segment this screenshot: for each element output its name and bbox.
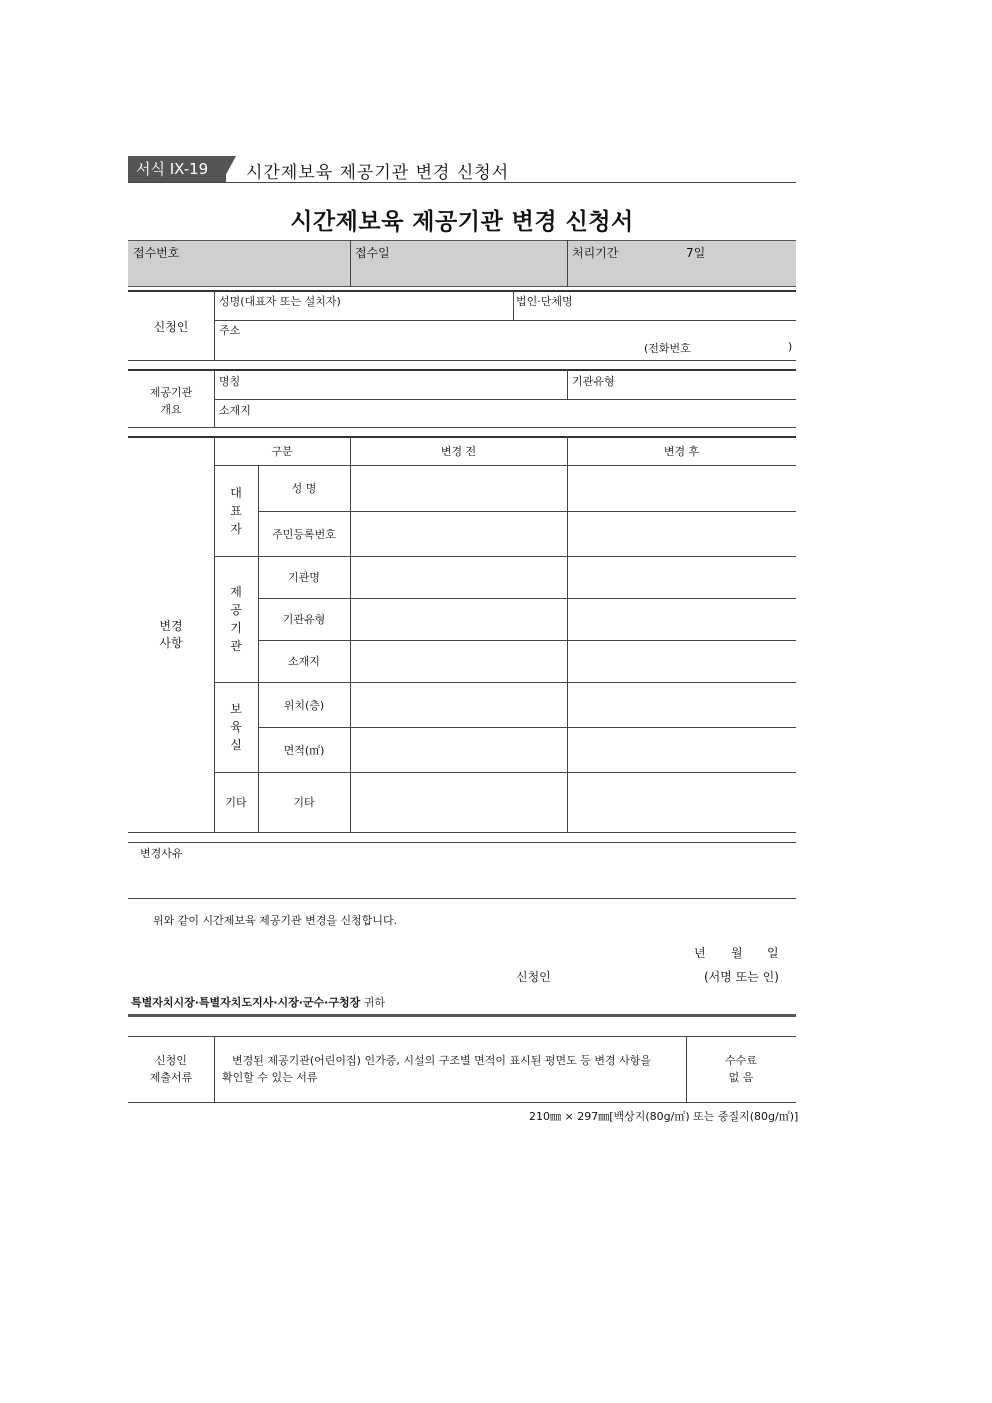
applicant-name-label: 성명(대표자 또는 설치자) bbox=[219, 295, 341, 308]
date-month: 월 bbox=[731, 946, 743, 960]
section-border bbox=[128, 369, 796, 371]
phone-close: ) bbox=[788, 340, 793, 353]
section-border bbox=[128, 832, 796, 833]
group-label-other bbox=[214, 772, 258, 832]
col-header-after: 변경 후 bbox=[663, 445, 700, 458]
section-border bbox=[128, 1102, 796, 1103]
date-day: 일 bbox=[767, 946, 779, 960]
cell-divider bbox=[513, 290, 514, 320]
section-border bbox=[128, 898, 796, 899]
receipt-date-label: 접수일 bbox=[355, 246, 390, 260]
fee-cell bbox=[686, 1052, 796, 1086]
item-label bbox=[258, 556, 350, 598]
item-label-text: 기관명 bbox=[288, 571, 320, 584]
group-label-representative bbox=[214, 465, 258, 556]
cell-divider bbox=[214, 1036, 215, 1102]
col-header-before: 변경 전 bbox=[440, 445, 477, 458]
addressee-suffix: 귀하 bbox=[360, 996, 385, 1009]
item-label bbox=[258, 465, 350, 511]
receipt-divider bbox=[350, 240, 351, 287]
signature-applicant-label: 신청인 bbox=[516, 970, 551, 984]
application-statement: 위와 같이 시간제보육 제공기관 변경을 신청합니다. bbox=[153, 914, 398, 927]
item-label-text: 성 명 bbox=[291, 482, 317, 495]
facility-section-label-line1: 제공기관 bbox=[149, 386, 193, 399]
changes-section-label-line1: 변경 bbox=[159, 619, 183, 633]
item-label-text: 위치(층) bbox=[283, 698, 325, 712]
item-label-text: 주민등록번호 bbox=[272, 527, 336, 541]
group-label-nursery-room bbox=[214, 682, 258, 772]
item-label bbox=[258, 511, 350, 556]
receipt-divider bbox=[567, 240, 568, 287]
phone-label: (전화번호 bbox=[644, 342, 691, 355]
form-number-tag bbox=[128, 156, 226, 182]
section-border bbox=[128, 436, 796, 438]
addressee bbox=[131, 994, 385, 1010]
change-reason-label: 변경사유 bbox=[140, 847, 183, 860]
section-divider bbox=[214, 290, 215, 360]
row-divider bbox=[214, 399, 796, 400]
section-border bbox=[128, 290, 796, 292]
cell-divider bbox=[567, 369, 568, 399]
item-label bbox=[258, 772, 350, 832]
header-form-name: 시간제보육 제공기관 변경 신청서 bbox=[246, 163, 510, 183]
item-label bbox=[258, 640, 350, 682]
section-border bbox=[128, 427, 796, 428]
col-header-category: 구분 bbox=[271, 445, 293, 458]
fee-label: 수수료 bbox=[725, 1054, 757, 1067]
form-number: 서식 IX-19 bbox=[136, 160, 209, 178]
page-title: 시간제보육 제공기관 변경 신청서 bbox=[290, 209, 634, 235]
documents-label-line2: 제출서류 bbox=[149, 1071, 193, 1084]
item-label bbox=[258, 727, 350, 772]
changes-section-label bbox=[128, 618, 214, 652]
receipt-number-label: 접수번호 bbox=[133, 246, 180, 260]
group-label-text: 대표자 bbox=[230, 485, 242, 536]
changes-section-label-line2: 사항 bbox=[159, 636, 183, 650]
corp-name-label: 법인·단체명 bbox=[516, 295, 573, 308]
section-border bbox=[128, 1036, 796, 1037]
section-divider bbox=[214, 369, 215, 427]
date-year: 년 bbox=[694, 946, 706, 960]
item-label-text: 면적(㎡) bbox=[283, 743, 325, 757]
section-border bbox=[128, 360, 796, 361]
processing-period-value: 7일 bbox=[686, 246, 706, 260]
documents-text-line2: 확인할 수 있는 서류 bbox=[222, 1071, 318, 1084]
group-label-text: 기타 bbox=[225, 796, 247, 809]
documents-text bbox=[222, 1052, 682, 1086]
facility-section-label bbox=[128, 384, 214, 418]
documents-text-line1: 변경된 제공기관(어린이집) 인가증, 시설의 구조별 면적이 표시된 평면도 등 변경 사항을 bbox=[232, 1054, 651, 1067]
facility-location-label: 소재지 bbox=[219, 404, 251, 417]
item-label bbox=[258, 682, 350, 727]
signature-hint: (서명 또는 인) bbox=[704, 970, 779, 984]
form-tag-slant bbox=[222, 156, 236, 182]
facility-section-label-line2: 개요 bbox=[160, 403, 182, 416]
processing-period-label: 처리기간 bbox=[572, 246, 619, 260]
applicant-section-label: 신청인 bbox=[153, 320, 189, 334]
addressee-title: 특별자치시장·특별자치도지사·시장·군수·구청장 bbox=[131, 996, 361, 1009]
paper-spec: 210㎜ × 297㎜[백상지(80g/㎡) 또는 중질지(80g/㎡)] bbox=[529, 1110, 799, 1123]
address-label: 주소 bbox=[219, 324, 241, 337]
row-divider bbox=[214, 320, 796, 321]
item-label-text: 소재지 bbox=[288, 655, 320, 668]
section-border bbox=[128, 842, 796, 843]
item-label-text: 기타 bbox=[293, 796, 315, 809]
header-divider bbox=[128, 182, 796, 183]
facility-name-label: 명칭 bbox=[219, 375, 241, 388]
section-border bbox=[128, 1014, 796, 1017]
group-label-text: 제공기관 bbox=[230, 585, 242, 653]
item-label bbox=[258, 598, 350, 640]
group-label-text: 보육실 bbox=[230, 702, 242, 752]
fee-value: 없 음 bbox=[728, 1071, 754, 1084]
group-label-facility bbox=[214, 556, 258, 682]
facility-type-label: 기관유형 bbox=[572, 375, 615, 388]
item-label-text: 기관유형 bbox=[282, 613, 326, 626]
documents-label-line1: 신청인 bbox=[155, 1054, 187, 1067]
documents-label bbox=[128, 1052, 214, 1086]
